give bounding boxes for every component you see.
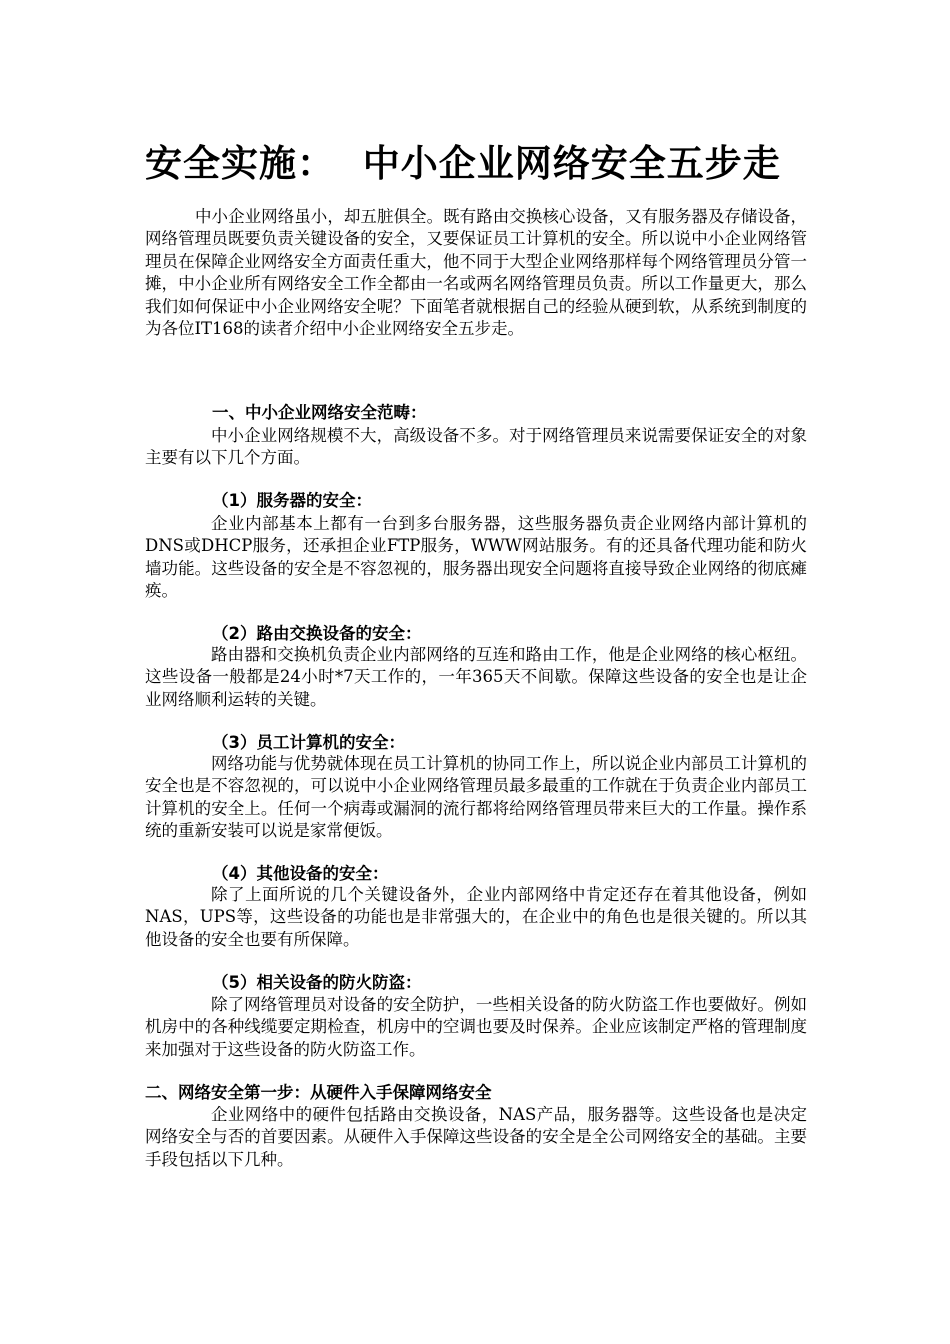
section-1-heading: 一、中小企业网络安全范畴： xyxy=(212,403,427,422)
document-title: 安全实施： 中小企业网络安全五步走 xyxy=(145,141,781,185)
item-4-heading: （4）其他设备的安全： xyxy=(212,864,389,883)
item-5-heading: （5）相关设备的防火防盗： xyxy=(212,973,422,992)
item-3-heading: （3）员工计算机的安全： xyxy=(212,733,405,752)
section-1-body: 中小企业网络规模不大，高级设备不多。对于网络管理员来说需要保证安全的对象主要有以下几个方面。 xyxy=(145,426,807,468)
item-1-body: 企业内部基本上都有一台到多台服务器，这些服务器负责企业网络内部计算机的DNS或DHCP服务，还承担企业FTP服务，WWW网站服务。有的还具备代理功能和防火墙功能。这些设备的安全是不容忽视的，服务器出现安全问题将直接导致企业网络的彻底瘫痪。 xyxy=(145,514,807,601)
item-4-body: 除了上面所说的几个关键设备外，企业内部网络中肯定还存在着其他设备，例如NAS，UPS等，这些设备的功能也是非常强大的，在企业中的角色也是很关键的。所以其他设备的安全也要有所保障。 xyxy=(145,885,807,949)
section-2-heading: 二、网络安全第一步：从硬件入手保障网络安全 xyxy=(145,1083,492,1102)
item-3-body: 网络功能与优势就体现在员工计算机的协同工作上，所以说企业内部员工计算机的安全也是不容忽视的，可以说中小企业网络管理员最多最重的工作就在于负责企业内部员工计算机的安全上。任何一个病毒或漏洞的流行都将给网络管理员带来巨大的工作量。操作系统的重新安装可以说是家常便饭。 xyxy=(145,754,807,841)
item-2-body: 路由器和交换机负责企业内部网络的互连和路由工作，他是企业网络的核心枢纽。这些设备一般都是24小时*7天工作的，一年365天不间歇。保障这些设备的安全也是让企业网络顺利运转的关键。 xyxy=(145,645,807,709)
intro-paragraph: 中小企业网络虽小，却五脏俱全。既有路由交换核心设备，又有服务器及存储设备，网络管理员既要负责关键设备的安全，又要保证员工计算机的安全。所以说中小企业网络管理员在保障企业网络安全方面责任重大，他不同于大型企业网络那样每个网络管理员分管一摊，中小企业所有网络安全工作全都由一名或两名网络管理员负责。所以工作量更大，那么我们如何保证中小企业网络安全呢？下面笔者就根据自己的经验从硬到软，从系统到制度的为各位IT168的读者介绍中小企业网络安全五步走。 xyxy=(145,207,807,339)
item-5-body: 除了网络管理员对设备的安全防护，一些相关设备的防火防盗工作也要做好。例如机房中的各种线缆要定期检查，机房中的空调也要及时保养。企业应该制定严格的管理制度来加强对于这些设备的防火防盗工作。 xyxy=(145,995,807,1059)
section-2-body: 企业网络中的硬件包括路由交换设备，NAS产品，服务器等。这些设备也是决定网络安全与否的首要因素。从硬件入手保障这些设备的安全是全公司网络安全的基础。主要手段包括以下几种。 xyxy=(145,1105,807,1169)
item-2-heading: （2）路由交换设备的安全： xyxy=(212,624,422,643)
item-1-heading: （1）服务器的安全： xyxy=(212,491,372,510)
